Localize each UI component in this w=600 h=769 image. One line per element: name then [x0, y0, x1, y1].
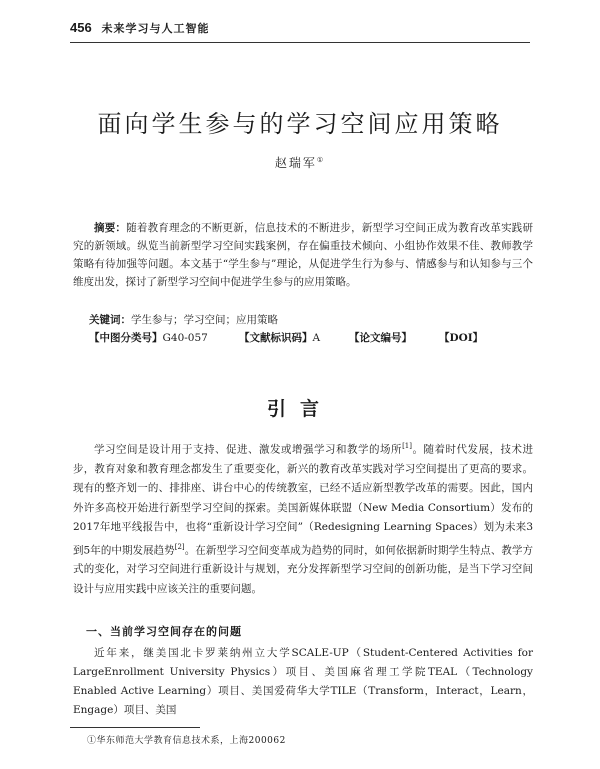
- doi-field: [439, 330, 483, 346]
- classification-row: [89, 330, 529, 346]
- abstract-label: 摘要：: [94, 222, 127, 234]
- author-footnote-mark: ①: [316, 156, 326, 164]
- keywords-label: 关键词：: [89, 314, 131, 326]
- intro-text-1: 学习空间是设计用于支持、促进、激发或增强学习和教学的场所: [94, 443, 403, 456]
- page-number: 456: [70, 20, 92, 35]
- clc-value: G40-057: [162, 332, 208, 344]
- keywords-text: 学生参与；学习空间；应用策略: [131, 314, 278, 326]
- footnote-divider: [70, 727, 200, 728]
- section-paragraph: 近年来，继美国北卡罗莱纳州立大学SCALE-UP（Student-Centered Activities for LargeEnrollment University Physics）项目、美国麻省理工学院TEAL（Technology Enabled Active Learning）项目、美国爱荷华大学TILE（Transform，Interact，Learn，Engage）项目、美国: [73, 647, 533, 716]
- footnote: ①华东师范大学教育信息技术系，上海200062: [87, 736, 286, 746]
- abstract: [73, 219, 533, 291]
- citation-ref-1: [1]: [402, 442, 412, 450]
- keywords: [89, 312, 529, 328]
- article-no-field: [349, 330, 439, 346]
- clc-field: [89, 330, 239, 346]
- intro-heading: 引言: [266, 398, 333, 420]
- doc-code-label: 【文献标识码】: [239, 332, 313, 344]
- abstract-text: 随着教育理念的不断更新，信息技术的不断进步，新型学习空间正成为教育改革实践研究的新领域。纵览当前新型学习空间实践案例，存在偏重技术倾向、小组协作效果不佳、教师教学策略有待加强等问题。本文基于“学生参与”理论，从促进学生行为参与、情感参与和认知参与三个维度出发，探讨了新型学习空间中促进学生参与的应用策略。: [73, 222, 534, 288]
- citation-ref-2: [2]: [174, 542, 185, 551]
- article-no-label: 【论文编号】: [349, 332, 412, 344]
- intro-text-3: 。在新型学习空间变革成为趋势的同时，如何依据新时期学生特点、教学方式的变化，对学习空间进行重新设计与规划，充分发挥新型学习空间的创新功能，是当下学习空间设计与应用实践中应该关注的重要问题。: [73, 544, 534, 595]
- author-name: 赵瑞军: [274, 156, 317, 170]
- section-heading: 一、当前学习空间存在的问题: [86, 625, 242, 638]
- paper-title: 面向学生参与的学习空间应用策略: [97, 110, 503, 138]
- author-line: [0, 154, 600, 171]
- doi-label: 【DOI】: [439, 332, 484, 344]
- intro-paragraph: [73, 437, 533, 599]
- clc-label: 【中图分类号】: [89, 332, 163, 344]
- doc-code-value: A: [312, 332, 321, 344]
- journal-name: 未来学习与人工智能: [101, 22, 210, 35]
- doc-code-field: [239, 330, 349, 346]
- intro-text-2: 。随着时代发展，技术进步，教育对象和教育理念都发生了重要变化，新兴的教育改革实践对学习空间提出了更高的要求。现有的整齐划一的、排排座、讲台中心的传统教室，已经不适应新型教学改革的需要。因此，国内外许多高校开始进行新型学习空间的探索。美国新媒体联盟（New Media Consortium）发布的2017年地平线报告中，也将“重新设计学习空间”（Redesigning Learning Spaces）划为未来3到5年的中期发展趋势: [73, 443, 534, 557]
- running-header: [70, 20, 530, 43]
